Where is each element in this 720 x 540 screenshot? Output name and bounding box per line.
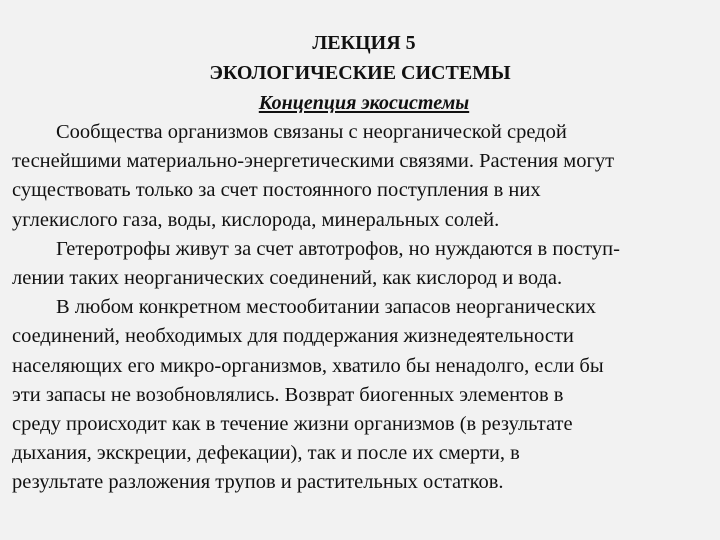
paragraph-1-line-4: углекислого газа, воды, кислорода, минеральных солей. — [12, 208, 500, 231]
paragraph-3-line-1: В любом конкретном местообитании запасов неорганических — [56, 296, 597, 319]
paragraph-3-line-3: населяющих его микро-организмов, хватило бы ненадолго, если бы — [12, 354, 604, 377]
paragraph-1-line-2: теснейшими материально-энергетическими связями. Растения могут — [12, 150, 615, 173]
paragraph-3-line-2: соединений, необходимых для поддержания жизнедеятельности — [12, 325, 574, 348]
lecture-subtitle: ЭКОЛОГИЧЕСКИЕ СИСТЕМЫ — [209, 62, 511, 84]
body-text — [12, 118, 712, 498]
paragraph-3-line-5: среду происходит как в течение жизни организмов (в результате — [12, 413, 573, 436]
paragraph-2-line-1: Гетеротрофы живут за счет автотрофов, но нуждаются в поступ- — [56, 237, 620, 260]
section-heading: Концепция экосистемы — [258, 92, 470, 114]
paragraph-1-line-3: существовать только за счет постоянного поступления в них — [12, 179, 541, 202]
paragraph-1-line-1: Сообщества организмов связаны с неорганической средой — [56, 121, 567, 143]
paragraph-3-line-6: дыхания, экскреции, дефекации), так и после их смерти, в — [12, 442, 520, 465]
paragraph-3-line-4: эти запасы не возобновлялись. Возврат биогенных элементов в — [12, 383, 564, 406]
paragraph-2-line-2: лении таких неорганических соединений, как кислород и вода. — [12, 267, 563, 290]
lecture-title: ЛЕКЦИЯ 5 — [312, 32, 416, 54]
paragraph-3-line-7: результате разложения трупов и растительных остатков. — [12, 471, 504, 494]
